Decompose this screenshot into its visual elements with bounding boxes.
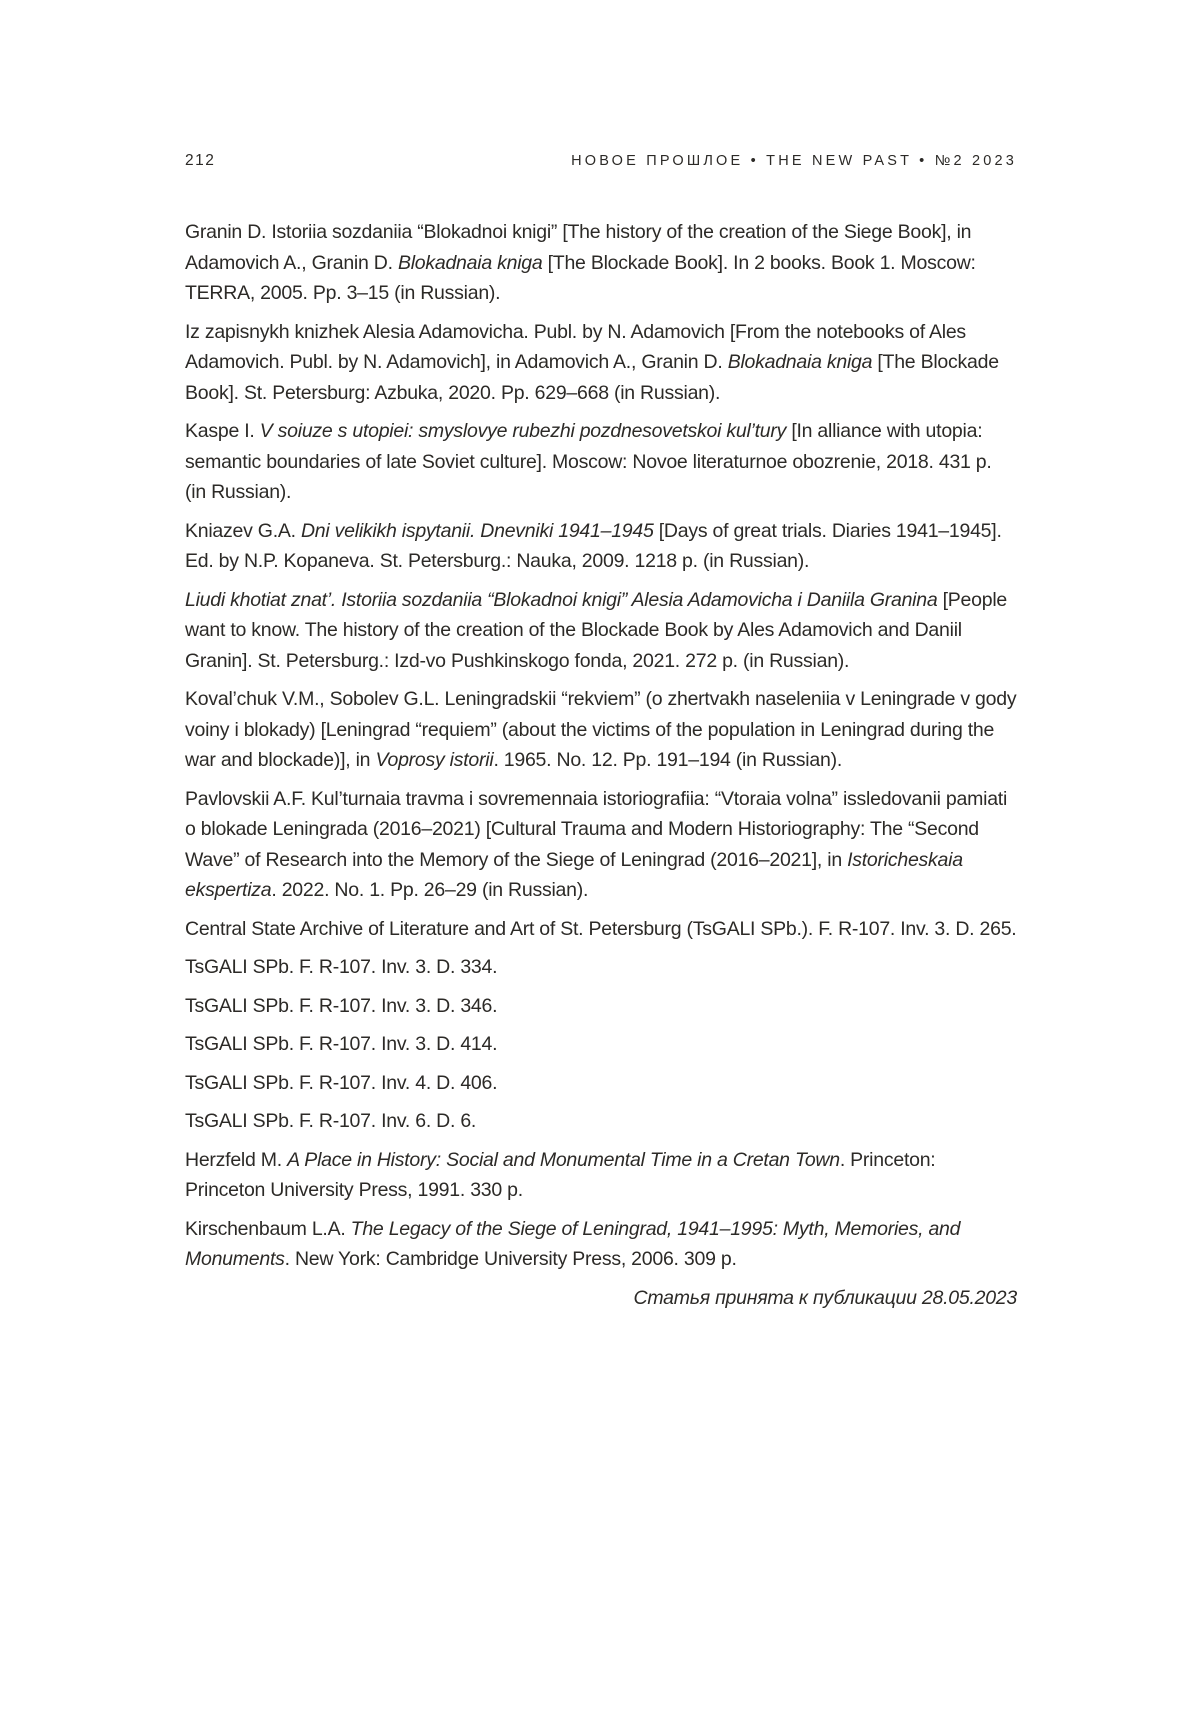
reference-text: . New York: Cambridge University Press, 2006. 309 p. bbox=[284, 1248, 737, 1270]
reference-entry bbox=[185, 952, 1017, 983]
reference-text: . Princeton: Princeton University Press, 1991. 330 p. bbox=[185, 1148, 936, 1201]
reference-text: Pavlovskii A.F. Kul’turnaia travma i sovremennaia istoriografiia: “Vtoraia volna” issledovanii pamiati o blokade Leningrada (2016–2021) [Cultural Trauma and Modern Historiography: The “Second Wave” of Research into the Memory of the Siege of Leningrad (2016–2021], in bbox=[185, 787, 1008, 871]
reference-text: [People want to know. The history of the creation of the Blockade Book by Ales Adamovich and Daniil Granin]. St. Petersburg.: Izd-vo Pushkinskogo fonda, 2021. 272 p. (in Russian). bbox=[185, 588, 1008, 672]
reference-title-italic: Liudi khotiat znat’. Istoriia sozdaniia “Blokadnoi knigi” Alesia Adamovicha i Daniila Granina bbox=[185, 588, 938, 611]
page-header bbox=[185, 152, 1017, 170]
reference-title-italic: V soiuze s utopiei: smyslovye rubezhi pozdnesovetskoi kul’tury bbox=[259, 420, 787, 442]
reference-entry bbox=[185, 684, 1017, 776]
reference-entry bbox=[185, 914, 1017, 945]
reference-text: Central State Archive of Literature and Art of St. Petersburg (TsGALI SPb.). F. R-107. Inv. 3. D. 265. bbox=[185, 917, 1017, 940]
reference-title-italic: Blokadnaia kniga bbox=[397, 251, 543, 274]
reference-entry bbox=[185, 991, 1017, 1022]
reference-text: . 1965. No. 12. Pp. 191–194 (in Russian). bbox=[493, 749, 842, 771]
reference-title-italic: Istoricheskaia ekspertiza bbox=[185, 848, 963, 901]
reference-text: Kirschenbaum L.A. bbox=[185, 1217, 351, 1240]
journal-running-head: НОВОЕ ПРОШЛОЕ • THE NEW PAST • №2 2023 bbox=[571, 153, 1017, 169]
acceptance-note: Статья принята к публикации 28.05.2023 bbox=[633, 1286, 1017, 1309]
references-list bbox=[185, 217, 1017, 1275]
reference-text: Koval’chuk V.M., Sobolev G.L. Leningradskii “rekviem” (o zhertvakh naseleniia v Leningrade v gody voiny i blokady) [Leningrad “requiem” (about the victims of the population in Leningrad during the war and blockade)], in bbox=[185, 688, 1017, 771]
reference-text: [The Blockade Book]. St. Petersburg: Azbuka, 2020. Pp. 629–668 (in Russian). bbox=[185, 351, 999, 404]
reference-text: [In alliance with utopia: semantic boundaries of late Soviet culture]. Moscow: Novoe literaturnoe obozrenie, 2018. 431 p. (in Russian). bbox=[185, 420, 992, 503]
reference-title-italic: Voprosy istorii bbox=[375, 749, 494, 771]
reference-title-italic: The Legacy of the Siege of Leningrad, 1941–1995: Myth, Memories, and Monuments bbox=[185, 1217, 961, 1270]
reference-text: TsGALI SPb. F. R-107. Inv. 3. D. 414. bbox=[185, 1033, 498, 1055]
reference-text: TsGALI SPb. F. R-107. Inv. 3. D. 334. bbox=[185, 956, 498, 978]
reference-title-italic: Dni velikikh ispytanii. Dnevniki 1941–1945 bbox=[300, 519, 654, 542]
reference-entry bbox=[185, 784, 1017, 906]
reference-entry bbox=[185, 317, 1017, 409]
reference-entry bbox=[185, 516, 1017, 577]
reference-entry bbox=[185, 1068, 1017, 1099]
reference-text: Kniazev G.A. bbox=[185, 519, 301, 542]
reference-entry bbox=[185, 1029, 1017, 1060]
reference-entry bbox=[185, 1106, 1017, 1137]
reference-entry bbox=[185, 585, 1017, 677]
reference-title-italic: Blokadnaia kniga bbox=[727, 351, 873, 373]
reference-text: TsGALI SPb. F. R-107. Inv. 6. D. 6. bbox=[185, 1110, 477, 1132]
reference-text: Kaspe I. bbox=[185, 420, 260, 442]
reference-text: TsGALI SPb. F. R-107. Inv. 3. D. 346. bbox=[185, 994, 498, 1017]
reference-text: Herzfeld M. bbox=[185, 1148, 288, 1171]
reference-entry bbox=[185, 1145, 1017, 1206]
reference-text: Granin D. Istoriia sozdaniia “Blokadnoi knigi” [The history of the creation of the Siege Book], in Adamovich A., Granin D. bbox=[185, 221, 972, 274]
reference-text: Iz zapisnykh knizhek Alesia Adamovicha. Publ. by N. Adamovich [From the notebooks of Ales Adamovich. Publ. by N. Adamovich], in Adamovich A., Granin D. bbox=[185, 320, 966, 373]
page-number: 212 bbox=[185, 152, 216, 169]
reference-title-italic: A Place in History: Social and Monumental Time in a Cretan Town bbox=[287, 1148, 840, 1171]
reference-text: TsGALI SPb. F. R-107. Inv. 4. D. 406. bbox=[185, 1071, 498, 1094]
reference-entry bbox=[185, 217, 1017, 309]
reference-text: [The Blockade Book]. In 2 books. Book 1. Moscow: TERRA, 2005. Pp. 3–15 (in Russian). bbox=[185, 251, 976, 304]
reference-text: . 2022. No. 1. Pp. 26–29 (in Russian). bbox=[271, 879, 589, 901]
reference-entry bbox=[185, 1214, 1017, 1275]
reference-entry bbox=[185, 416, 1017, 508]
reference-text: [Days of great trials. Diaries 1941–1945]. Ed. by N.P. Kopaneva. St. Petersburg.: Nauka, 2009. 1218 p. (in Russian). bbox=[185, 519, 1002, 572]
